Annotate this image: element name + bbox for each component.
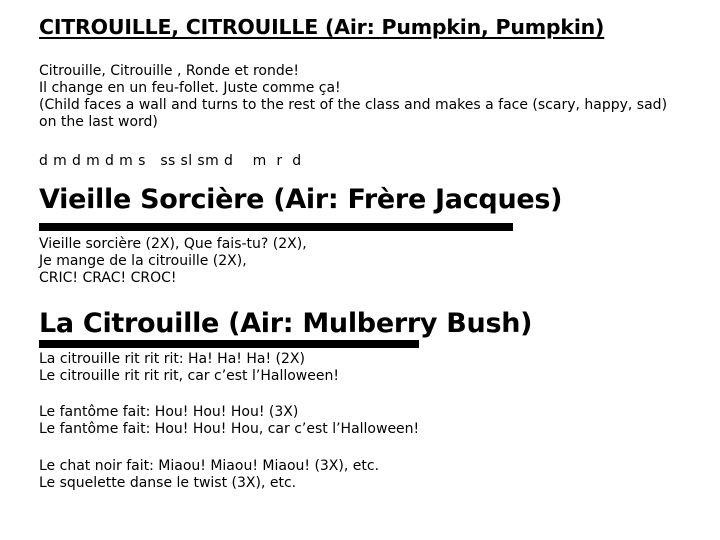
lyric-line: Le citrouille rit rit rit, car c’est l’Halloween! <box>39 368 339 384</box>
lyric-line: Le squelette danse le twist (3X), etc. <box>39 475 297 491</box>
song-title-vieille-sorciere: Vieille Sorcière (Air: Frère Jacques) <box>39 184 563 215</box>
lyric-line: Il change en un feu-follet. Juste comme ça! <box>39 80 341 96</box>
lyric-line: Le chat noir fait: Miaou! Miaou! Miaou! (3X), etc. <box>39 458 380 474</box>
lyrics-vieille-sorciere <box>39 236 307 287</box>
lyric-line: Le fantôme fait: Hou! Hou! Hou, car c’est l’Halloween! <box>39 421 420 437</box>
lyrics-verse-fantome <box>39 404 419 438</box>
lyrics-citrouille <box>39 63 679 131</box>
heading-rule <box>39 223 513 231</box>
song-title-la-citrouille: La Citrouille (Air: Mulberry Bush) <box>39 308 533 339</box>
lyric-line: CRIC! CRAC! CROC! <box>39 270 177 286</box>
lyrics-verse-chat-noir <box>39 458 379 492</box>
solfege-notation: d m d m d m s ss sl sm d m r d <box>39 153 302 169</box>
instruction-note: (Child faces a wall and turns to the rest of the class and makes a face (scary, happy, sad) on the last word) <box>39 97 668 130</box>
lyric-line: Le fantôme fait: Hou! Hou! Hou! (3X) <box>39 404 299 420</box>
lyric-line: Je mange de la citrouille (2X), <box>39 253 247 269</box>
lyric-line: La citrouille rit rit rit: Ha! Ha! Ha! (2X) <box>39 351 305 367</box>
song-title-citrouille: CITROUILLE, CITROUILLE (Air: Pumpkin, Pumpkin) <box>39 15 605 39</box>
heading-rule <box>39 340 419 348</box>
lyric-line: Citrouille, Citrouille , Ronde et ronde! <box>39 63 299 79</box>
lyric-line: Vieille sorcière (2X), Que fais-tu? (2X), <box>39 236 307 252</box>
lyrics-verse-citrouille <box>39 351 339 385</box>
